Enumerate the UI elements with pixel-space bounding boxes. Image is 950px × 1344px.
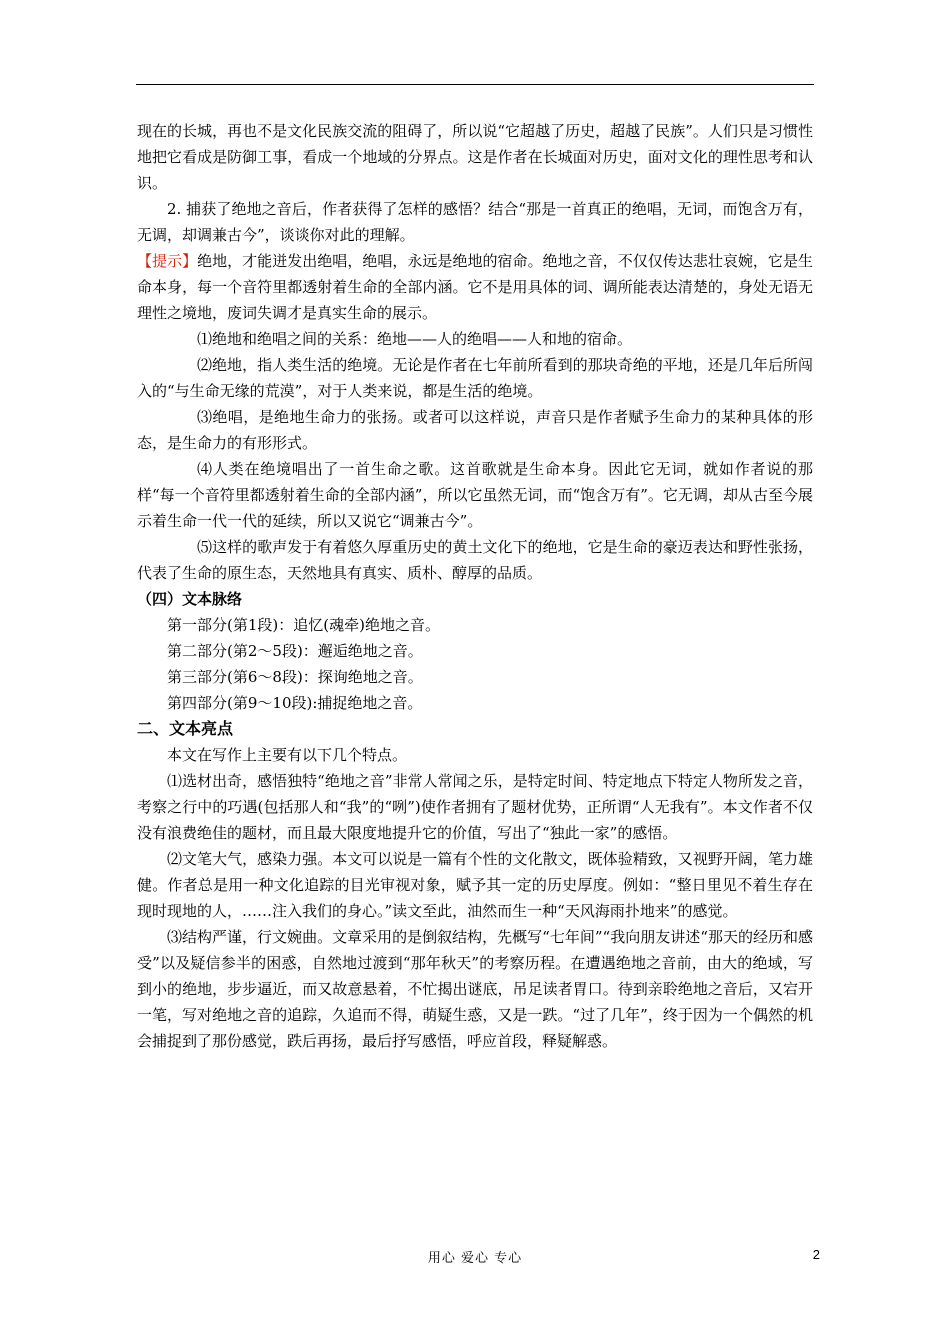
- section-heading-highlights: 二、文本亮点: [137, 719, 234, 738]
- document-body: [137, 118, 813, 1054]
- hint-item-2: ⑵绝地，指人类生活的绝境。无论是作者在七年前所看到的那块奇绝的平地，还是几年后所闯入的“与生命无缘的荒漠”，对于人类来说，都是生活的绝境。: [137, 356, 813, 400]
- header-rule: [136, 84, 814, 85]
- hint-item-4: ⑷人类在绝境唱出了一首生命之歌。这首歌就是生命本身。因此它无词，就如作者说的那样“每一个音符里都透射着生命的全部内涵”，所以它虽然无词，而“饱含万有”。它无调，却从古至今展示着生命一代一代的延续，所以又说它“调兼古今”。: [137, 460, 813, 530]
- hint-item-1: ⑴绝地和绝唱之间的关系：绝地——人的绝唱——人和地的宿命。: [197, 330, 633, 348]
- hint-paragraph: [137, 248, 813, 326]
- highlight-point-3: ⑶结构严谨，行文婉曲。文章采用的是倒叙结构，先概写“七年间”“我向朋友讲述“那天的经历和感受”以及疑信参半的困惑，自然地过渡到“那年秋天”的考察历程。在遭遇绝地之音前，由大的绝域，写到小的绝地，步步逼近，而又故意悬着，不忙揭出谜底，吊足读者胃口。待到亲聆绝地之音后，又宕开一笔，写对绝地之音的追踪，久追而不得，萌疑生惑，又是一跌。“过了几年”，终于因为一个偶然的机会捕捉到了那份感觉，跌后再扬，最后抒写感悟，呼应首段，释疑解惑。: [137, 928, 813, 1050]
- highlights-intro: 本文在写作上主要有以下几个特点。: [167, 746, 408, 764]
- section-heading-text-structure: （四）文本脉络: [137, 590, 243, 608]
- structure-part-4: 第四部分(第9～10段):捕捉绝地之音。: [167, 694, 423, 712]
- highlight-point-1: ⑴选材出奇，感悟独特“绝地之音”非常人常闻之乐，是特定时间、特定地点下特定人物所发之音，考察之行中的巧遇(包括那人和“我”的“咧”)使作者拥有了题材优势，正所谓“人无我有”。本文作者不仅没有浪费绝佳的题材，而且最大限度地提升它的价值，写出了“独此一家”的感悟。: [137, 772, 813, 842]
- paragraph-great-wall: 现在的长城，再也不是文化民族交流的阻碍了，所以说“它超越了历史，超越了民族”。人们只是习惯性地把它看成是防御工事，看成一个地域的分界点。这是作者在长城面对历史，面对文化的理性思考和认识。: [137, 122, 813, 192]
- structure-part-2: 第二部分(第2～5段)：邂逅绝地之音。: [167, 642, 423, 660]
- hint-item-3: ⑶绝唱，是绝地生命力的张扬。或者可以这样说，声音只是作者赋予生命力的某种具体的形态，是生命力的有形形式。: [137, 408, 813, 452]
- hint-text: 绝地，才能迸发出绝唱，绝唱，永远是绝地的宿命。绝地之音，不仅仅传达悲壮哀婉，它是生命本身，每一个音符里都透射着生命的全部内涵。它不是用具体的词、调所能表达清楚的，身处无语无理性之境地，废词失调才是真实生命的展示。: [137, 252, 813, 322]
- hint-label: 【提示】: [137, 252, 198, 270]
- hint-item-5: ⑸这样的歌声发于有着悠久厚重历史的黄土文化下的绝地，它是生命的豪迈表达和野性张扬，代表了生命的原生态，天然地具有真实、质朴、醇厚的品质。: [137, 538, 813, 582]
- question-2: 2. 捕获了绝地之音后，作者获得了怎样的感悟？结合“那是一首真正的绝唱，无词，而饱含万有，无调，却调兼古今”，谈谈你对此的理解。: [137, 200, 813, 244]
- structure-part-3: 第三部分(第6～8段)：探询绝地之音。: [167, 668, 423, 686]
- structure-part-1: 第一部分(第1段)：追忆(魂牵)绝地之音。: [167, 616, 440, 634]
- highlight-point-2: ⑵文笔大气，感染力强。本文可以说是一篇有个性的文化散文，既体验精致，又视野开阔，笔力雄健。作者总是用一种文化追踪的目光审视对象，赋予其一定的历史厚度。例如：“整日里见不着生存在现时现地的人，……注入我们的身心。”读文至此，油然而生一种“天风海雨扑地来”的感觉。: [137, 850, 813, 920]
- footer-slogan: 用心 爱心 专心: [427, 1251, 523, 1266]
- page-number: 2: [812, 1247, 820, 1262]
